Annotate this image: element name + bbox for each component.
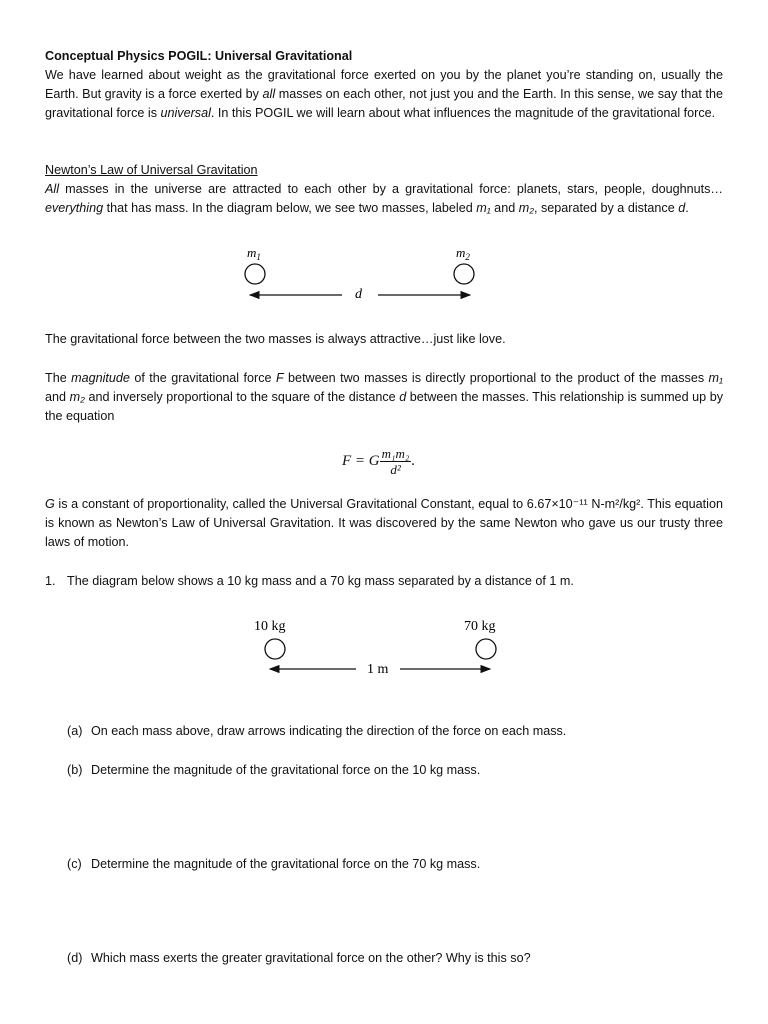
magnitude-and: and: [45, 390, 70, 404]
mass-circle-m1: [245, 264, 265, 284]
intro-paragraph: [45, 66, 723, 123]
section-emph-all: All: [45, 182, 59, 196]
question-1-number: 1.: [45, 574, 56, 588]
section-text-1: masses in the universe are attracted to each other by a gravitational force: planets, stars, people, doughnuts…: [59, 182, 723, 196]
subquestion-c-text: Determine the magnitude of the gravitational force on the 70 kg mass.: [91, 857, 481, 871]
equation-lhs: F = G: [342, 452, 380, 469]
magnitude-emph: magnitude: [71, 371, 130, 385]
intro-text-1: We have learned about weight as the gravitational force exerted on you by the planet you’re standing on, usually the Earth. But gravity is a force exerted by: [45, 68, 723, 101]
section-emph-everything: everything: [45, 201, 104, 215]
subquestion-b-label: (b): [67, 763, 83, 777]
question-1-text: The diagram below shows a 10 kg mass and a 70 kg mass separated by a distance of 1 m.: [67, 574, 574, 588]
subquestion-d-text: Which mass exerts the greater gravitational force on the other? Why is this so?: [91, 951, 531, 965]
magnitude-F: F: [275, 371, 284, 385]
subquestion-d-label: (d): [67, 951, 83, 965]
intro-block: [45, 47, 723, 123]
section-m2: m₂: [518, 201, 534, 215]
page-title: Conceptual Physics POGIL: Universal Gravitational: [45, 49, 353, 63]
magnitude-d: d: [399, 390, 407, 404]
equation-period: .: [411, 452, 416, 469]
ten-seventy-diagram: [240, 612, 520, 682]
magnitude-text-5: between the masses. This relationship is summed up by the equation: [45, 390, 724, 423]
section-paragraph: [45, 180, 723, 218]
mass-label-m2: $m_2$: [456, 245, 470, 262]
two-mass-diagram: [230, 240, 490, 310]
magnitude-text-1: The: [45, 371, 72, 385]
mass-circle-10kg: [265, 639, 285, 659]
magnitude-paragraph: [45, 369, 723, 426]
intro-emph-all: all: [262, 87, 276, 101]
constant-paragraph: [45, 495, 723, 552]
equation-numerator: m₁m₂: [381, 446, 410, 461]
subquestion-c-label: (c): [67, 857, 82, 871]
section-period: .: [685, 201, 689, 215]
constant-G: G: [45, 497, 55, 511]
attraction-statement: The gravitational force between the two masses is always attractive…just like love.: [45, 332, 506, 346]
mass-circle-70kg: [476, 639, 496, 659]
section-heading: Newton’s Law of Universal Gravitation: [45, 163, 258, 177]
equation-denominator: d²: [390, 462, 401, 477]
section-text-2: that has mass. In the diagram below, we see two masses, labeled: [103, 201, 477, 215]
magnitude-m2: m₂: [69, 390, 85, 404]
distance-label-1m: 1 m: [367, 662, 389, 677]
constant-text: is a constant of proportionality, called the Universal Gravitational Constant, equal to 6.67×10⁻¹¹ N-m²/kg². This equation is known as Newton’s Law of Universal Gravitation. It was discovered by the same Newton who gave us our trusty three laws of motion.: [45, 497, 723, 549]
magnitude-m1: m₁: [708, 371, 724, 385]
magnitude-text-4: and inversely proportional to the square of the distance: [84, 390, 400, 404]
equation-fraction: [380, 446, 412, 477]
magnitude-text-3: between two masses is directly proportional to the product of the masses: [283, 371, 709, 385]
subquestion-a-label: (a): [67, 724, 83, 738]
section-text-3: , separated by a distance: [534, 201, 679, 215]
intro-text-2: masses on each other, not just you and the Earth. In this sense, we say that the gravitational force is: [45, 87, 723, 120]
newton-section: [45, 161, 723, 218]
intro-text-3: . In this POGIL we will learn about what influences the magnitude of the gravitational force.: [210, 106, 716, 120]
mass-label-10kg: 10 kg: [254, 619, 286, 634]
mass-label-70kg: 70 kg: [464, 619, 496, 634]
mass-circle-m2: [454, 264, 474, 284]
section-and: and: [490, 201, 519, 215]
intro-emph-universal: universal: [160, 106, 211, 120]
subquestion-b-text: Determine the magnitude of the gravitational force on the 10 kg mass.: [91, 763, 481, 777]
distance-label-d: d: [355, 287, 362, 302]
section-m1: m₁: [476, 201, 491, 215]
subquestion-a-text: On each mass above, draw arrows indicating the direction of the force on each mass.: [91, 724, 567, 738]
section-d: d: [678, 201, 686, 215]
magnitude-text-2: of the gravitational force: [129, 371, 276, 385]
mass-label-m1: $m_1$: [247, 245, 261, 262]
gravitation-equation: [342, 446, 415, 477]
